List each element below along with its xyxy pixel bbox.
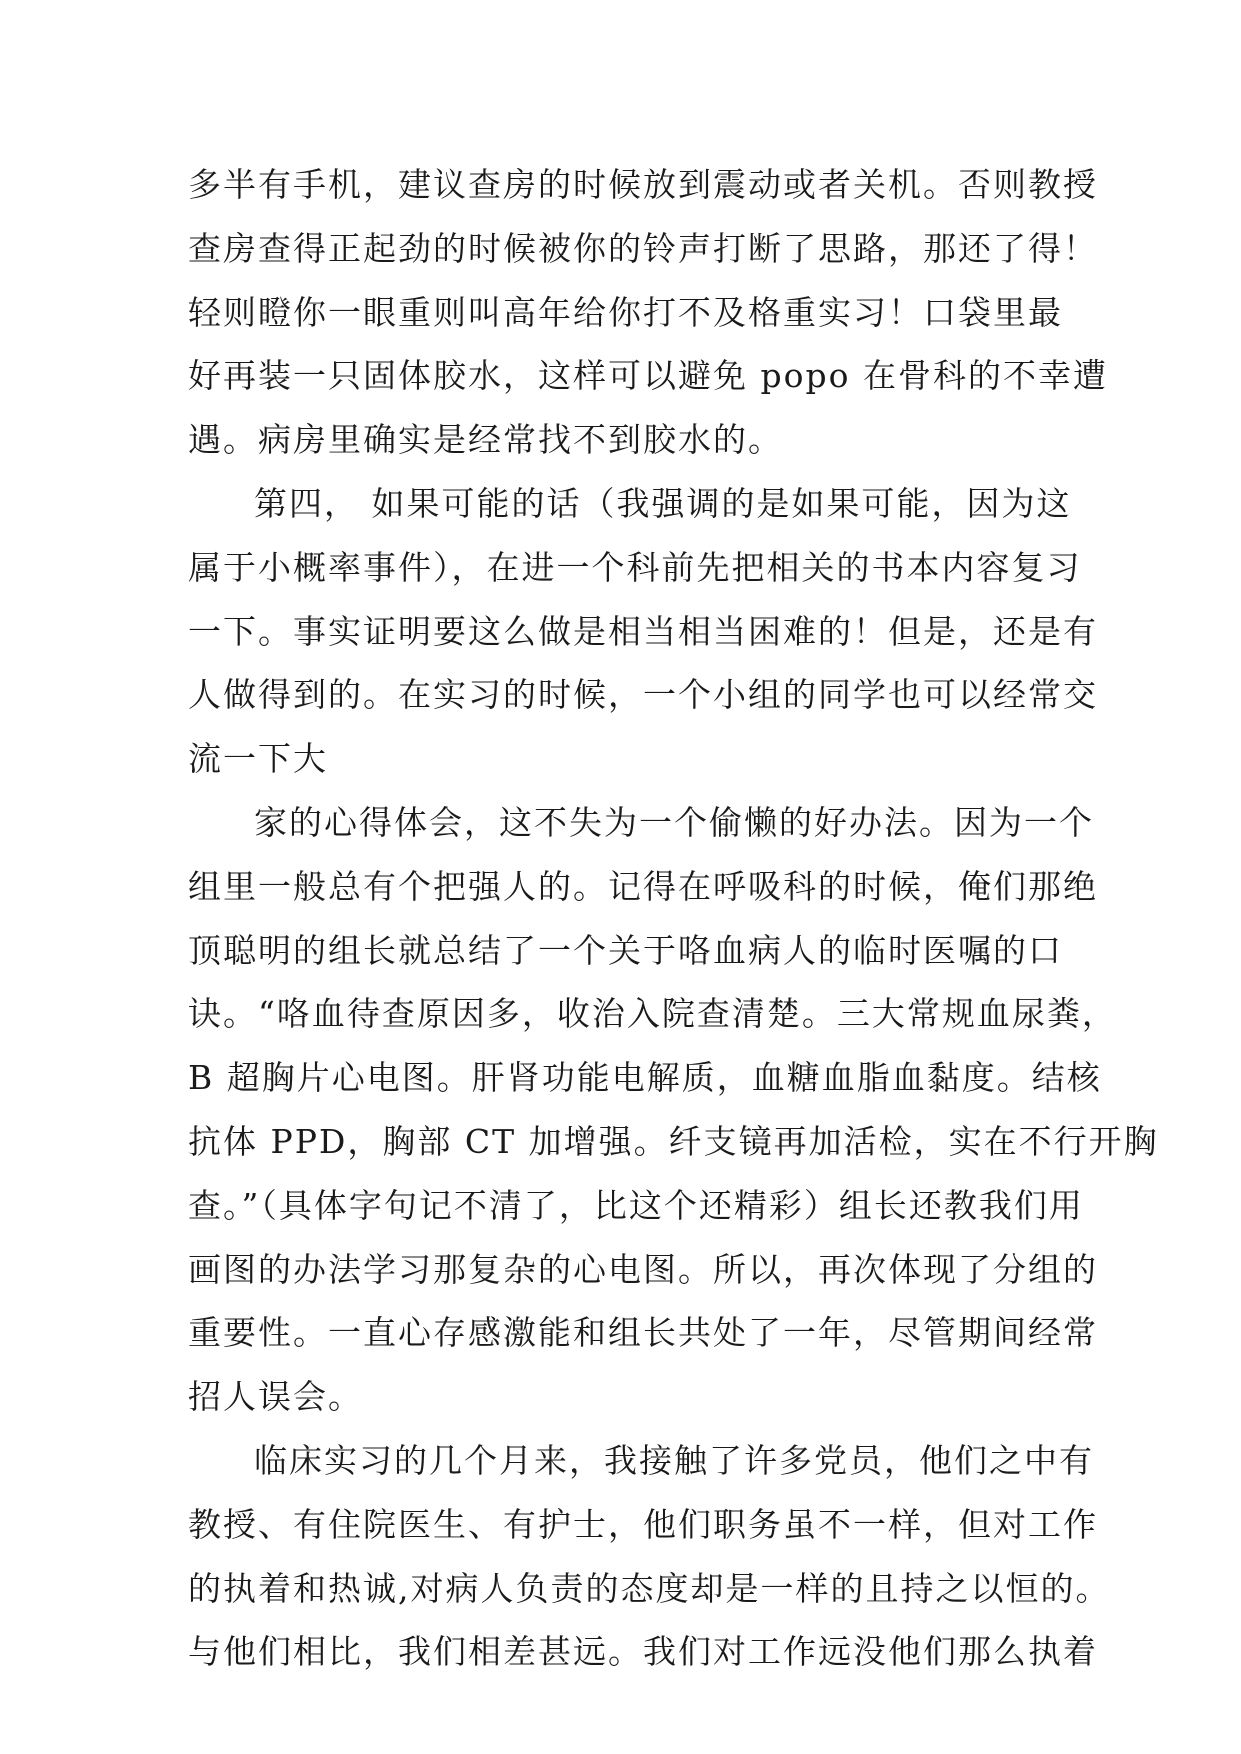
- text-line: 与他们相比，我们相差甚远。我们对工作远没他们那么执着: [188, 1632, 1098, 1672]
- text-line: 重要性。一直心存感激能和组长共处了一年，尽管期间经常: [188, 1313, 1098, 1353]
- text-line: 画图的办法学习那复杂的心电图。所以，再次体现了分组的: [188, 1249, 1098, 1289]
- text-line: 遇。病房里确实是经常找不到胶水的。: [188, 420, 783, 460]
- text-line: 抗体 PPD，胸部 CT 加增强。纤支镜再加活检，实在不行开胸: [188, 1121, 1159, 1161]
- text-line: 的执着和热诚,对病人负责的态度却是一样的且持之以恒的。: [188, 1568, 1111, 1608]
- text-line: 诀。“咯血待查原因多，收治入院查清楚。三大常规血尿粪，: [188, 994, 1117, 1034]
- paragraph-start-line: 家的心得体会，这不失为一个偷懒的好办法。因为一个: [254, 802, 1094, 842]
- paragraph-start-line: 第四， 如果可能的话（我强调的是如果可能，因为这: [254, 483, 1072, 523]
- text-line: 人做得到的。在实习的时候，一个小组的同学也可以经常交: [188, 675, 1098, 715]
- text-line: 属于小概率事件），在进一个科前先把相关的书本内容复习: [188, 547, 1082, 587]
- body-text: [188, 153, 1159, 1684]
- text-line: 轻则瞪你一眼重则叫高年给你打不及格重实习！口袋里最: [188, 292, 1063, 332]
- text-line: B 超胸片心电图。肝肾功能电解质，血糖血脂血黏度。结核: [188, 1058, 1102, 1098]
- text-line: 流一下大: [188, 739, 328, 779]
- text-line: 好再装一只固体胶水，这样可以避免 popo 在骨科的不幸遭: [188, 356, 1108, 396]
- text-line: 一下。事实证明要这么做是相当相当困难的！但是，还是有: [188, 611, 1098, 651]
- text-line: 招人误会。: [188, 1377, 363, 1417]
- text-line: 教授、有住院医生、有护士，他们职务虽不一样，但对工作: [188, 1504, 1098, 1544]
- text-line: 多半有手机，建议查房的时候放到震动或者关机。否则教授: [188, 165, 1098, 204]
- text-line: 组里一般总有个把强人的。记得在呼吸科的时候，俺们那绝: [188, 866, 1098, 906]
- text-line: 顶聪明的组长就总结了一个关于咯血病人的临时医嘱的口: [188, 930, 1063, 970]
- text-line: 查。”（具体字句记不清了，比这个还精彩）组长还教我们用: [188, 1185, 1084, 1225]
- text-line: 查房查得正起劲的时候被你的铃声打断了思路，那还了得！: [188, 228, 1098, 268]
- paragraph-start-line: 临床实习的几个月来，我接触了许多党员，他们之中有: [254, 1440, 1094, 1480]
